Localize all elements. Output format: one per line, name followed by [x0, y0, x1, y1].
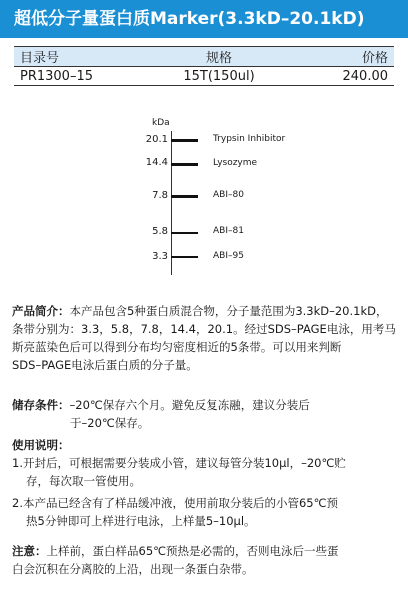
usage-item2-line2: 热5分钟即可上样进行电泳，上样量5–10μl。	[26, 514, 256, 528]
usage-item1-line2: 存，每次取一管使用。	[26, 474, 141, 488]
band-label-lysozyme: Lysozyme	[213, 158, 258, 168]
gel-band-14-4	[171, 163, 198, 166]
storage-section	[12, 396, 398, 432]
storage-text-1: –20℃保存六个月。避免反复冻融，建议分装后	[69, 398, 310, 412]
storage-line-1	[12, 396, 398, 414]
usage-item1-line1: 1.开封后，可根据需要分装成小管，建议每管分装10μl，–20℃贮	[12, 456, 346, 470]
storage-label: 储存条件：	[12, 398, 70, 412]
cell-catalog: PR1300–15	[14, 67, 146, 86]
intro-line-2: 条带分别为：3.3，5.8，7.8，14.4，20.1。经过SDS–PAGE电泳，用考马	[12, 322, 396, 336]
band-mw-14-4: 14.4	[145, 157, 168, 168]
note-text-1: 上样前，蛋白样品65℃预热是必需的，否则电泳后一些蛋	[46, 544, 339, 558]
band-label-abi80: ABI–80	[213, 190, 244, 200]
band-mw-3-3: 3.3	[152, 251, 168, 262]
table-header-row	[14, 47, 394, 67]
note-line-1	[12, 542, 398, 560]
header-catalog: 目录号	[14, 47, 146, 67]
intro-section	[12, 302, 398, 374]
cell-price: 240.00	[292, 67, 394, 86]
intro-line-4: SDS–PAGE电泳后蛋白质的分子量。	[12, 358, 198, 372]
page-title: 超低分子量蛋白质Marker(3.3kD–20.1kD)	[0, 0, 408, 38]
usage-item2-line1: 2.本产品已经含有了样品缓冲液，使用前取分装后的小管65℃预	[12, 496, 339, 510]
gel-band-20-1	[171, 139, 198, 142]
band-label-abi81: ABI–81	[213, 226, 244, 236]
gel-band-7-8	[171, 195, 198, 198]
cell-spec: 15T(150ul)	[146, 67, 292, 86]
band-mw-20-1: 20.1	[145, 134, 168, 145]
band-label-trypsin: Trypsin Inhibitor	[213, 134, 286, 144]
usage-label: 使用说明：	[12, 438, 70, 452]
usage-section	[12, 436, 398, 530]
note-label: 注意：	[12, 544, 47, 558]
intro-text-1: 本产品包含5种蛋白质混合物，分子量范围为3.3kD–20.1kD，	[69, 304, 388, 318]
storage-line-2: 于–20℃保存。	[70, 416, 150, 430]
table-row	[14, 67, 394, 86]
note-section	[12, 542, 398, 578]
band-label-abi95: ABI–95	[213, 251, 244, 261]
band-mw-5-8: 5.8	[152, 226, 168, 237]
gel-band-3-3	[171, 256, 198, 258]
intro-label: 产品简介：	[12, 304, 70, 318]
header-price: 价格	[292, 47, 394, 67]
gel-band-5-8	[171, 232, 198, 234]
gel-lane	[171, 131, 172, 275]
price-table	[14, 46, 394, 86]
note-line-2: 白会沉积在分离胶的上沿，出现一条蛋白杂带。	[12, 562, 254, 576]
intro-line-3: 斯亮蓝染色后可以得到分布均匀密度相近的5条带。可以用来判断	[12, 340, 342, 354]
gel-unit-label: kDa	[152, 118, 170, 128]
intro-line-1	[12, 302, 398, 320]
band-mw-7-8: 7.8	[152, 190, 168, 201]
header-spec: 规格	[146, 47, 292, 67]
